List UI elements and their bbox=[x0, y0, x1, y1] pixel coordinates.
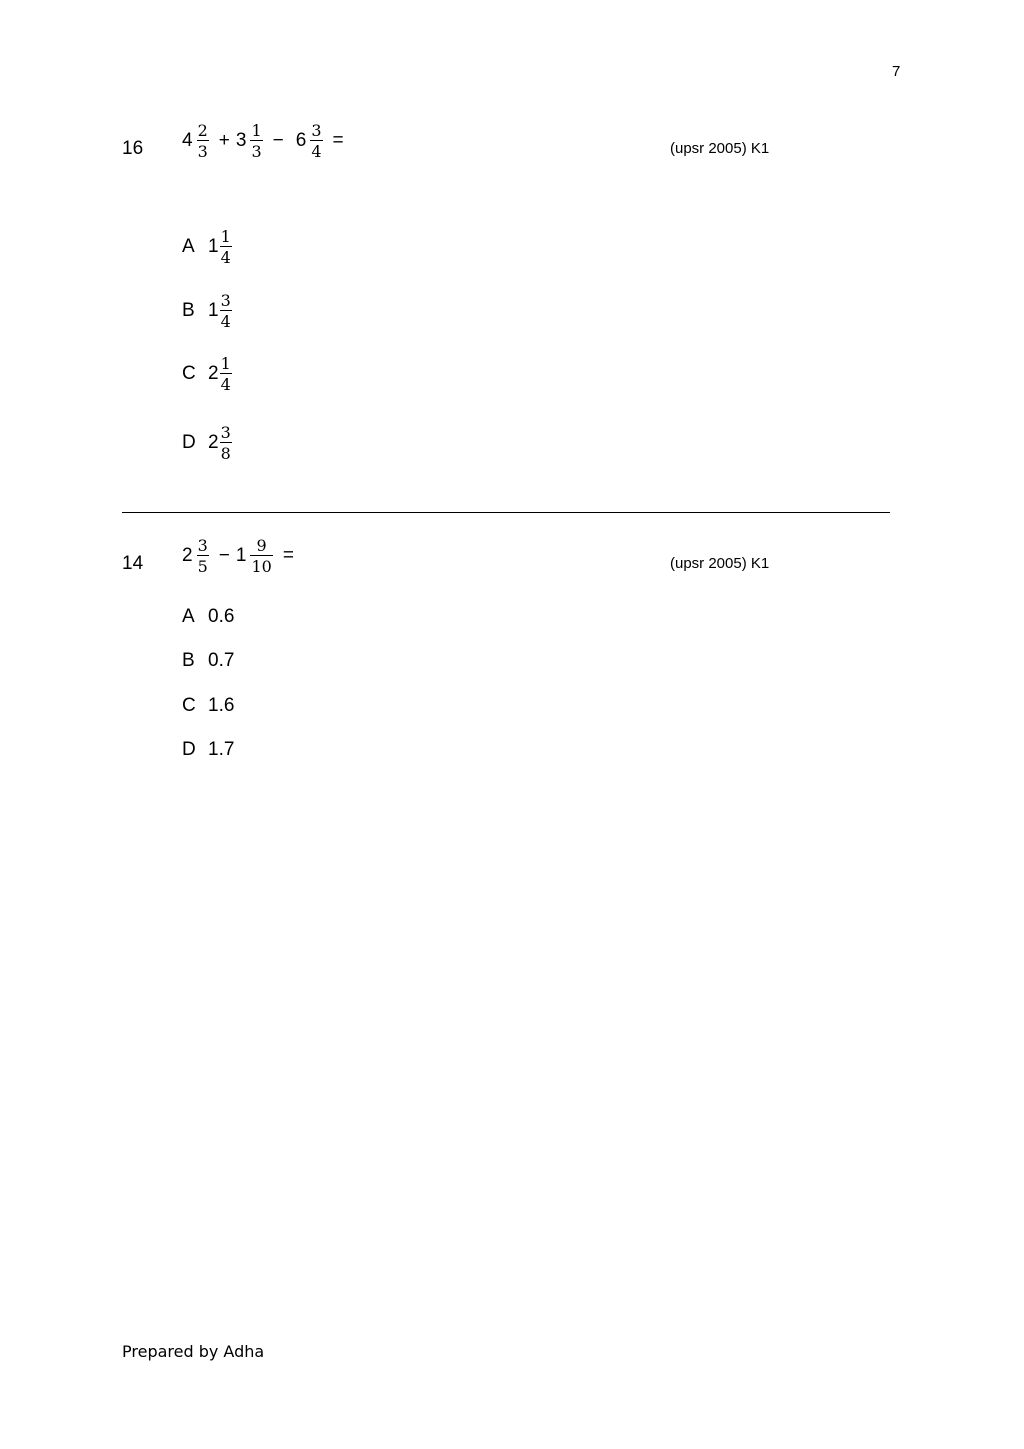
option-letter: B bbox=[182, 300, 195, 321]
fraction bbox=[197, 537, 209, 575]
numerator: 3 bbox=[220, 291, 231, 310]
whole-number: 1 bbox=[235, 545, 247, 566]
fraction bbox=[197, 122, 209, 160]
option-letter: A bbox=[182, 236, 195, 257]
answer-option[interactable] bbox=[182, 292, 232, 330]
fraction bbox=[220, 424, 232, 462]
question-number: 16 bbox=[122, 138, 144, 159]
option-letter: A bbox=[182, 606, 195, 627]
option-value: 1.7 bbox=[208, 739, 235, 760]
whole-number: 3 bbox=[235, 130, 247, 151]
option-letter: D bbox=[182, 432, 196, 453]
denominator: 3 bbox=[251, 142, 262, 161]
denominator: 4 bbox=[220, 312, 231, 331]
denominator: 4 bbox=[220, 375, 231, 394]
option-value: 1.6 bbox=[208, 695, 235, 716]
answer-option[interactable] bbox=[182, 228, 232, 266]
option-letter: C bbox=[182, 363, 196, 384]
question-source: (upsr 2005) K1 bbox=[670, 555, 770, 572]
whole-number: 1 bbox=[208, 300, 219, 321]
whole-number: 2 bbox=[208, 363, 219, 384]
footer-text: Prepared by Adha bbox=[122, 1342, 265, 1361]
option-letter: B bbox=[182, 650, 195, 671]
whole-number: 4 bbox=[182, 130, 193, 151]
whole-number: 2 bbox=[208, 432, 219, 453]
denominator: 8 bbox=[220, 444, 231, 463]
page-number: 7 bbox=[892, 63, 901, 80]
question-source: (upsr 2005) K1 bbox=[670, 140, 770, 157]
fraction bbox=[250, 537, 272, 575]
option-letter: C bbox=[182, 695, 196, 716]
operator: + bbox=[218, 130, 230, 151]
answer-option[interactable] bbox=[182, 650, 234, 672]
numerator: 9 bbox=[256, 536, 267, 555]
question-expression bbox=[182, 537, 300, 575]
answer-option[interactable] bbox=[182, 355, 232, 393]
fraction bbox=[310, 122, 322, 160]
whole-number: 6 bbox=[295, 130, 307, 151]
operator: − bbox=[272, 130, 284, 151]
numerator: 3 bbox=[197, 536, 208, 555]
option-value: 0.6 bbox=[208, 606, 235, 627]
numerator: 3 bbox=[220, 423, 231, 442]
fraction bbox=[250, 122, 262, 160]
whole-number: 1 bbox=[208, 236, 219, 257]
fraction bbox=[220, 228, 232, 266]
equals-sign: = bbox=[282, 545, 294, 566]
whole-number: 2 bbox=[182, 545, 193, 566]
denominator: 5 bbox=[197, 557, 208, 576]
denominator: 3 bbox=[197, 142, 208, 161]
section-divider bbox=[122, 512, 890, 513]
numerator: 1 bbox=[220, 227, 231, 246]
numerator: 2 bbox=[197, 121, 208, 140]
option-value: 0.7 bbox=[208, 650, 235, 671]
fraction bbox=[220, 292, 232, 330]
denominator: 4 bbox=[311, 142, 322, 161]
numerator: 1 bbox=[251, 121, 262, 140]
denominator: 10 bbox=[251, 557, 272, 576]
operator: − bbox=[218, 545, 230, 566]
numerator: 3 bbox=[311, 121, 322, 140]
fraction bbox=[220, 355, 232, 393]
numerator: 1 bbox=[220, 354, 231, 373]
question-expression bbox=[182, 122, 350, 160]
option-letter: D bbox=[182, 739, 196, 760]
question-number: 14 bbox=[122, 553, 144, 574]
answer-option[interactable] bbox=[182, 739, 234, 761]
answer-option[interactable] bbox=[182, 424, 232, 462]
answer-option[interactable] bbox=[182, 695, 234, 717]
denominator: 4 bbox=[220, 248, 231, 267]
answer-option[interactable] bbox=[182, 606, 234, 628]
equals-sign: = bbox=[332, 130, 344, 151]
